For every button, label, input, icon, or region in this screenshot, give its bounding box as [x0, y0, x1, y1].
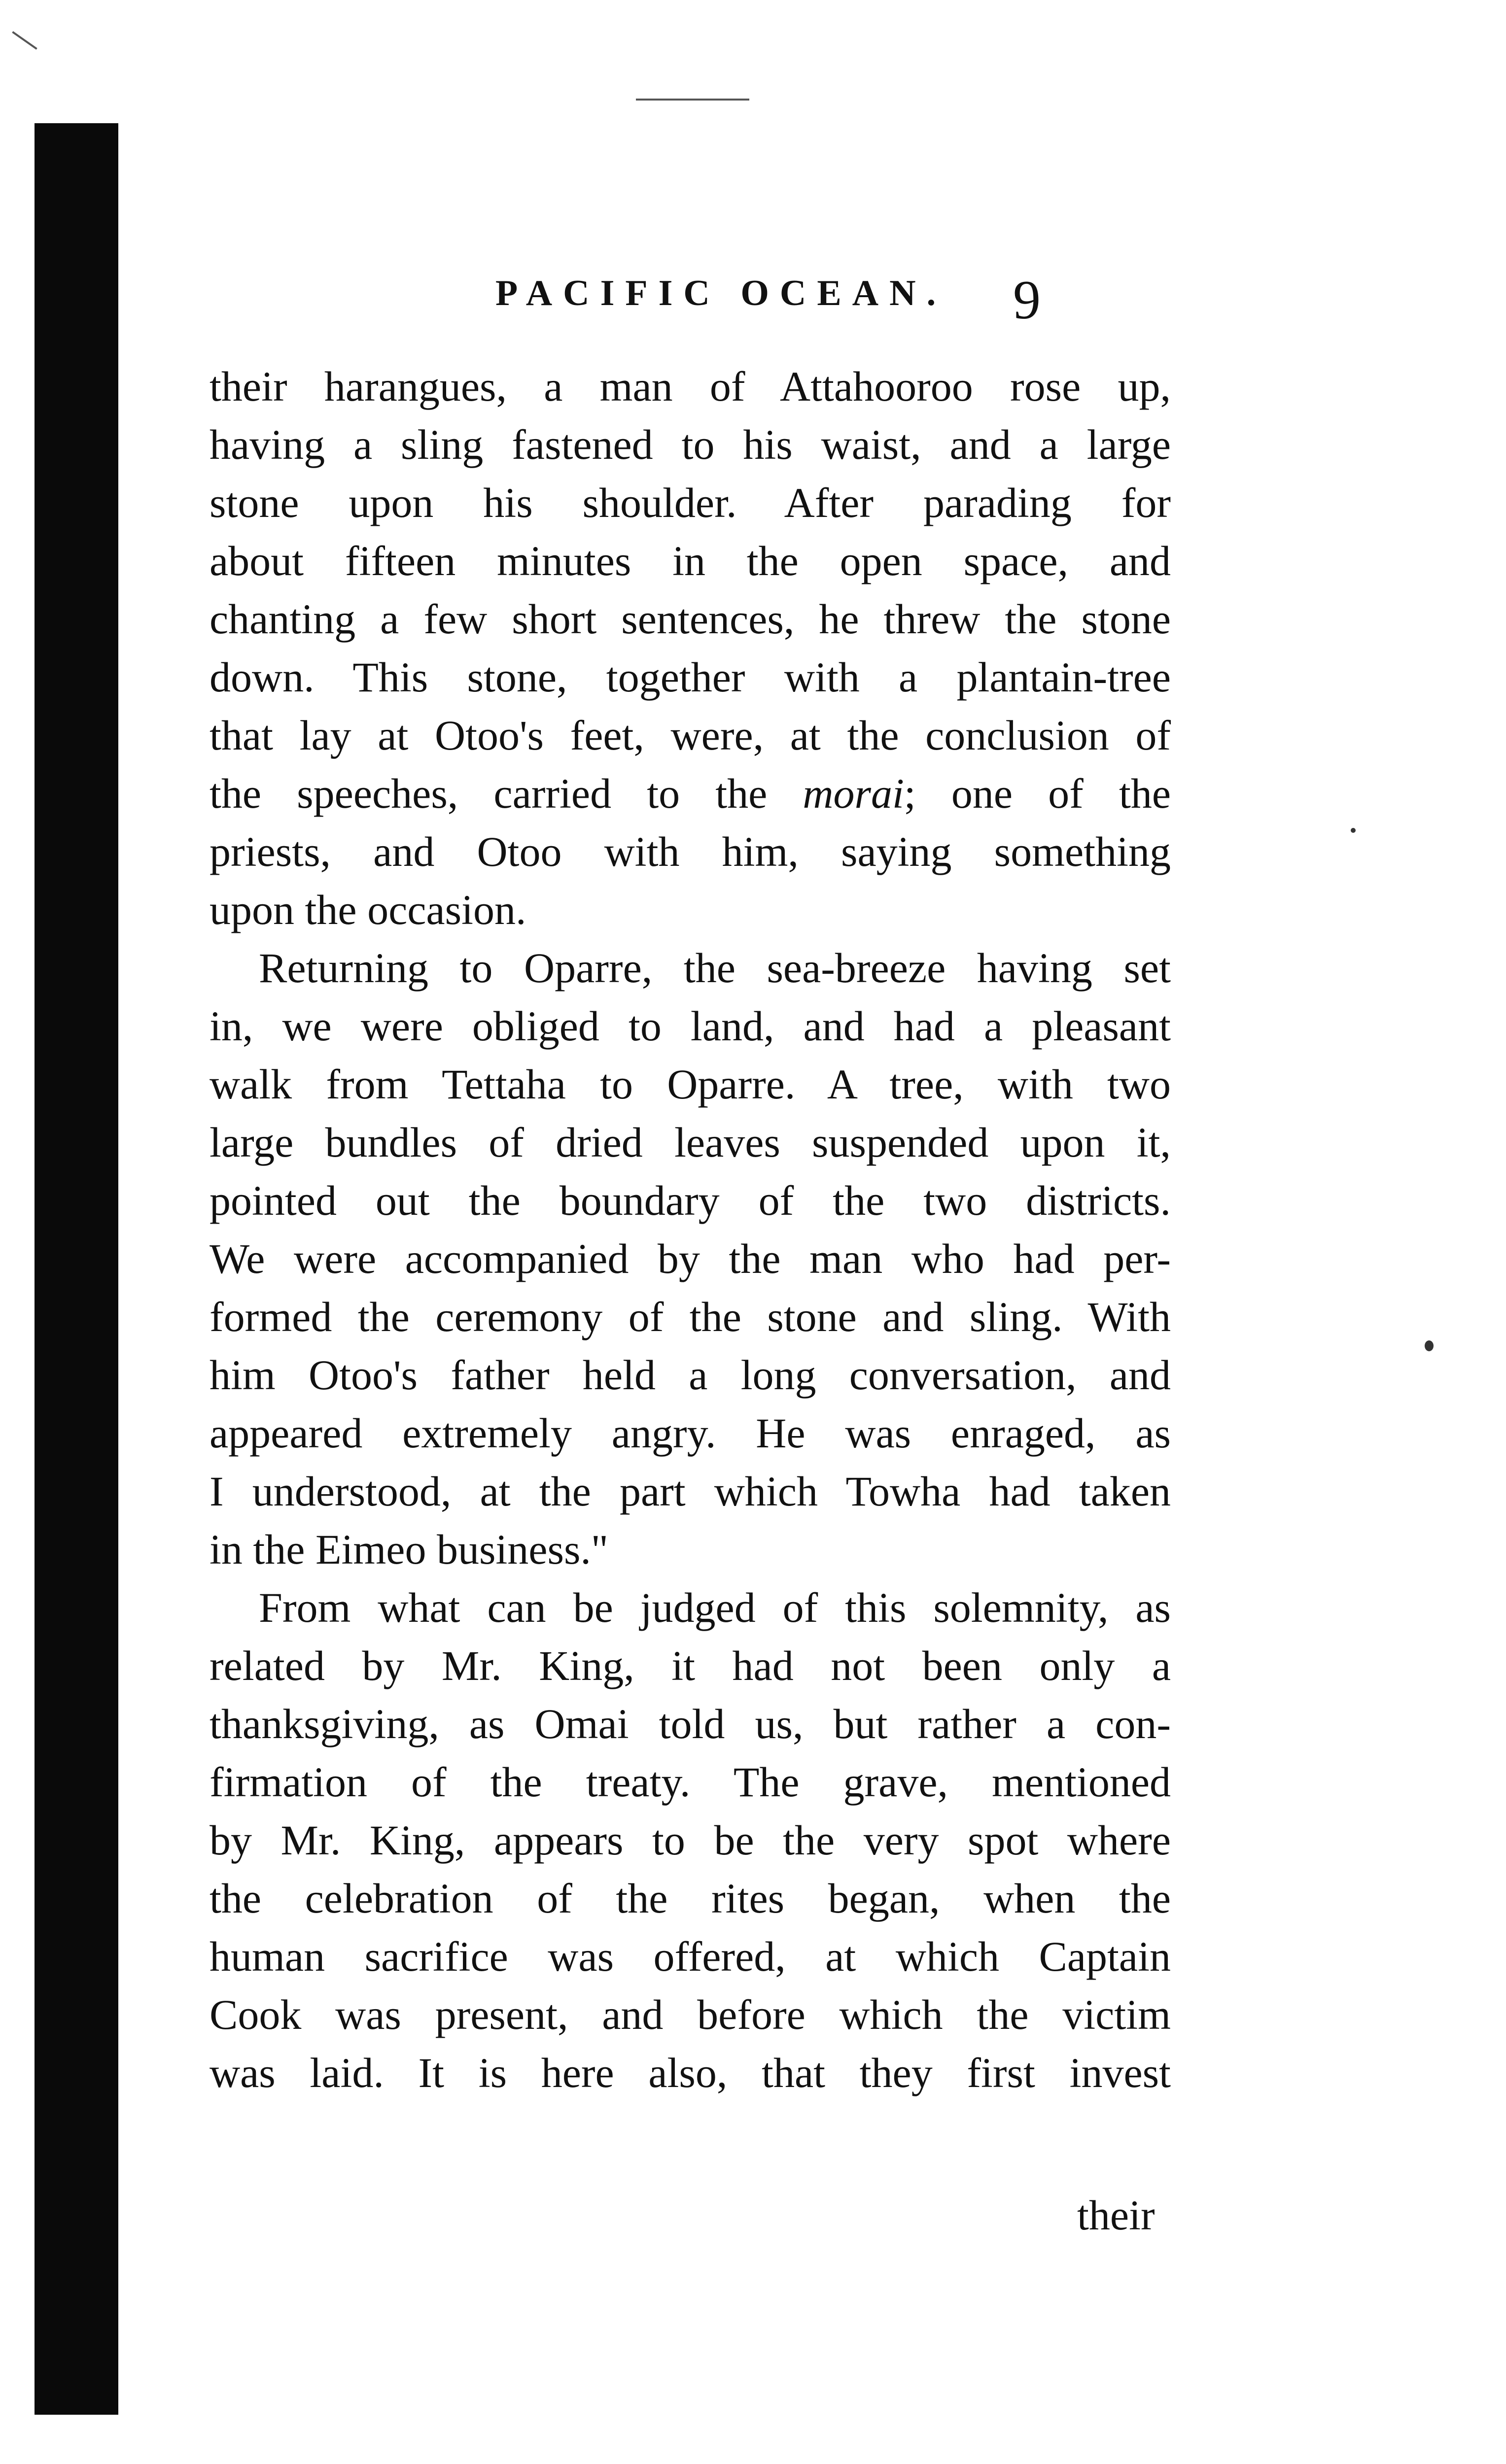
text-line: I understood, at the part which Towha had taken — [210, 1468, 1171, 1515]
text-line: chanting a few short sentences, he threw the stone — [210, 595, 1171, 643]
text-line: thanksgiving, as Omai told us, but rather a con- — [210, 1700, 1171, 1747]
text-line: Cook was present, and before which the victim — [210, 1991, 1171, 2038]
running-head: PACIFIC OCEAN. — [495, 273, 947, 313]
text-line: We were accompanied by the man who had per- — [210, 1235, 1171, 1282]
text-line: related by Mr. King, it had not been only a — [210, 1642, 1171, 1689]
text-line: him Otoo's father held a long conversation, and — [210, 1351, 1171, 1399]
text-line: formed the ceremony of the stone and sling. With — [210, 1293, 1171, 1340]
text-line: down. This stone, together with a plantain-tree — [210, 653, 1171, 701]
text-segment: the speeches, carried to the — [210, 770, 768, 817]
top-margin-mark — [636, 99, 749, 101]
text-line: in the Eimeo business." — [210, 1526, 609, 1573]
text-line: in, we were obliged to land, and had a pleasant — [210, 1002, 1171, 1050]
body-text — [210, 357, 1171, 2102]
page-number: 9 — [1013, 270, 1041, 331]
page-spine-shadow — [35, 123, 118, 2415]
text-line: upon the occasion. — [210, 886, 526, 933]
text-line: appeared extremely angry. He was enraged, as — [210, 1409, 1171, 1457]
text-line — [210, 764, 1171, 822]
text-line: by Mr. King, appears to be the very spot where — [210, 1816, 1171, 1864]
page-header — [210, 269, 1195, 338]
text-line: stone upon his shoulder. After parading for — [210, 479, 1171, 526]
text-line: human sacrifice was offered, at which Captain — [210, 1933, 1171, 1980]
text-line: the celebration of the rites began, when the — [210, 1875, 1171, 1922]
text-line: that lay at Otoo's feet, were, at the conclusion of — [210, 712, 1171, 759]
catchword: their — [1077, 2191, 1155, 2239]
text-line: firmation of the treaty. The grave, mentioned — [210, 1758, 1171, 1806]
italic-word: morai — [803, 770, 904, 817]
margin-speck — [1425, 1340, 1434, 1351]
text-line: their harangues, a man of Attahooroo rose up, — [210, 363, 1171, 410]
text-line: walk from Tettaha to Oparre. A tree, with two — [210, 1061, 1171, 1108]
text-line: large bundles of dried leaves suspended upon it, — [210, 1119, 1171, 1166]
text-line: From what can be judged of this solemnity, as — [259, 1584, 1171, 1631]
text-line: pointed out the boundary of the two districts. — [210, 1177, 1171, 1224]
corner-mark — [12, 31, 37, 50]
text-segment: ; one of the — [904, 770, 1171, 817]
text-line: having a sling fastened to his waist, and a large — [210, 421, 1171, 468]
text-line: Returning to Oparre, the sea-breeze having set — [259, 944, 1171, 992]
margin-speck — [1351, 828, 1356, 833]
text-line: was laid. It is here also, that they first invest — [210, 2049, 1171, 2096]
text-line: priests, and Otoo with him, saying something — [210, 828, 1171, 875]
text-line: about fifteen minutes in the open space, and — [210, 537, 1171, 584]
